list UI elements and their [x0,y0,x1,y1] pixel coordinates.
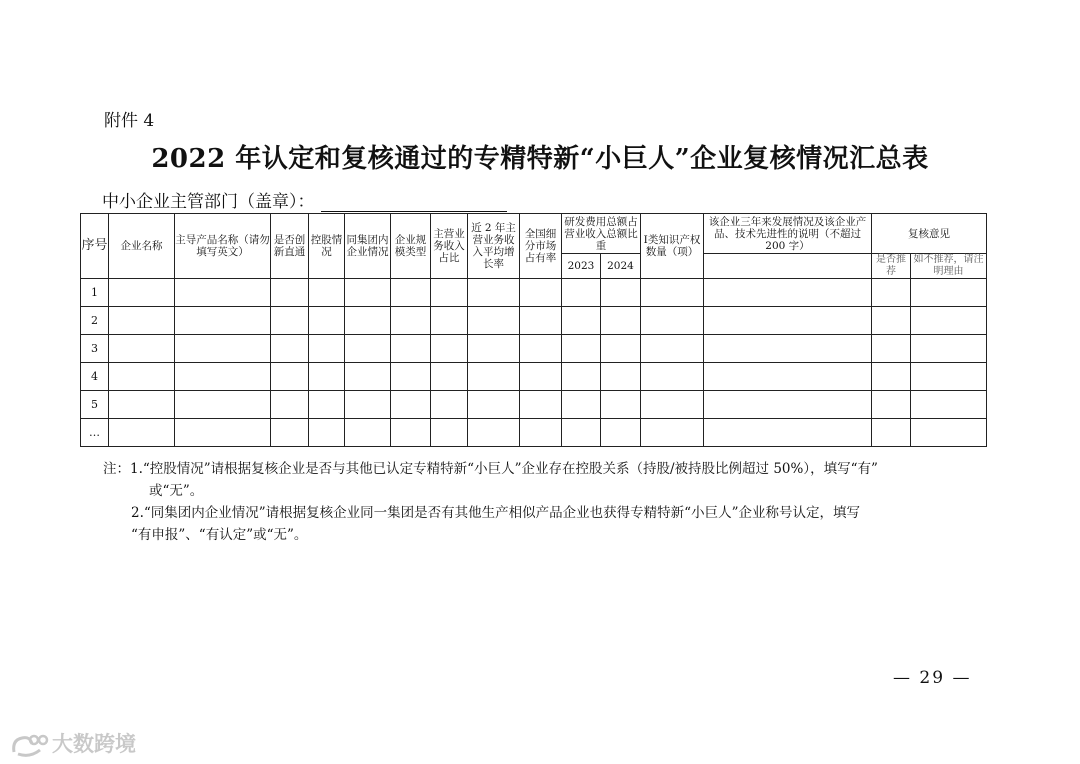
row-number: 5 [81,391,109,419]
table-cell [309,363,345,391]
table-cell [309,391,345,419]
table-cell [601,279,641,307]
table-cell [271,391,309,419]
table-cell [468,335,520,363]
table-row [81,279,987,307]
table-cell [109,307,175,335]
header-seq: 序号 [81,214,109,279]
table-cell [175,279,271,307]
header-ip: Ⅰ类知识产权数量（项） [641,214,704,279]
header-rd-2024: 2024 [601,254,641,279]
header-product: 主导产品名称（请勿填写英文） [175,214,271,279]
table-cell [391,363,431,391]
header-growth: 近 2 年主营业务收入平均增长率 [468,214,520,279]
table-cell [641,419,704,447]
table-cell [704,419,872,447]
table-cell [704,279,872,307]
row-number: 4 [81,363,109,391]
table-row [81,363,987,391]
table-cell [601,307,641,335]
row-number: … [81,419,109,447]
note-1-line-2: 或“无”。 [149,483,204,499]
table-cell [468,307,520,335]
table-cell [641,307,704,335]
table-cell [520,363,562,391]
table-cell [601,419,641,447]
note-1-line-1: 注：1.“控股情况”请根据复核企业是否与其他已认定专精特新“小巨人”企业存在控股关系（持股/被持股比例超过 50%），填写“有” [103,461,878,477]
table-cell [175,307,271,335]
table-cell [520,391,562,419]
table-cell [109,391,175,419]
watermark-logo-icon [10,732,50,758]
header-main-share: 主营业务收入占比 [431,214,468,279]
table-cell [391,419,431,447]
table-cell [109,419,175,447]
department-line [102,187,507,212]
table-cell [872,279,911,307]
department-blank [321,193,507,212]
table-cell [345,391,391,419]
watermark-text: 大数跨境 [52,732,136,756]
table-cell [562,335,601,363]
table-cell [309,419,345,447]
header-holding: 控股情况 [309,214,345,279]
table-cell [391,335,431,363]
table-cell [562,363,601,391]
header-group: 同集团内企业情况 [345,214,391,279]
notes-prefix: 注： [103,461,130,477]
table-cell [109,335,175,363]
table-cell [704,307,872,335]
table-cell [271,335,309,363]
table-cell [520,279,562,307]
table-cell [641,279,704,307]
table-cell [601,363,641,391]
table-row [81,335,987,363]
table-cell [911,307,987,335]
header-review-reason: 如不推荐，请注明理由 [911,254,987,279]
summary-table [80,213,987,447]
table-cell [562,279,601,307]
table-cell [601,391,641,419]
table-cell [431,391,468,419]
table-cell [431,279,468,307]
header-market: 全国细分市场占有率 [520,214,562,279]
table-cell [911,335,987,363]
table-cell [641,335,704,363]
table-cell [271,363,309,391]
table-cell [872,391,911,419]
row-number: 2 [81,307,109,335]
table-cell [704,335,872,363]
table-cell [520,419,562,447]
table-cell [271,419,309,447]
table-cell [911,279,987,307]
table-cell [468,279,520,307]
table-cell [872,363,911,391]
table-cell [431,419,468,447]
table-row [81,307,987,335]
table-cell [345,307,391,335]
table-cell [641,363,704,391]
table-cell [431,363,468,391]
watermark [10,728,136,758]
table-cell [431,307,468,335]
table-cell [562,307,601,335]
table-cell [468,391,520,419]
table-cell [271,279,309,307]
table-cell [872,307,911,335]
table-cell [601,335,641,363]
page-number: — 29 — [893,668,972,688]
table-cell [704,363,872,391]
table-cell [911,363,987,391]
table-cell [345,363,391,391]
table-cell [309,307,345,335]
header-description-sub [704,254,872,279]
table-cell [872,419,911,447]
table-cell [271,307,309,335]
header-description: 该企业三年来发展情况及该企业产品、技术先进性的说明（不超过 200 字） [704,214,872,254]
header-review: 复核意见 [872,214,987,254]
table-cell [309,335,345,363]
table-cell [175,391,271,419]
table-cell [468,363,520,391]
note-2-line-2: “有申报”、“有认定”或“无”。 [131,527,308,543]
document-title: 2022 年认定和复核通过的专精特新“小巨人”企业复核情况汇总表 [151,144,929,174]
table-cell [520,307,562,335]
department-label: 中小企业主管部门（盖章）： [102,192,315,212]
table-cell [309,279,345,307]
header-row-1 [81,214,987,254]
table-cell [641,391,704,419]
header-review-recommend: 是否推荐 [872,254,911,279]
table-cell [345,419,391,447]
table-cell [562,419,601,447]
table-cell [391,279,431,307]
header-rd-ratio: 研发费用总额占营业收入总额比重 [562,214,641,254]
header-innovation: 是否创新直通 [271,214,309,279]
table-cell [345,335,391,363]
table-cell [175,363,271,391]
table-cell [345,279,391,307]
table-cell [391,307,431,335]
table-cell [872,335,911,363]
header-rd-2023: 2023 [562,254,601,279]
table-cell [431,335,468,363]
table-cell [175,419,271,447]
table-cell [109,363,175,391]
notes-block [103,458,983,546]
header-scale: 企业规模类型 [391,214,431,279]
table-cell [468,419,520,447]
table-cell [562,391,601,419]
row-number: 3 [81,335,109,363]
table-cell [520,335,562,363]
table-cell [911,419,987,447]
table-cell [704,391,872,419]
table-row [81,391,987,419]
attachment-label: 附件 4 [104,111,155,131]
table-cell [175,335,271,363]
header-company: 企业名称 [109,214,175,279]
table-row [81,419,987,447]
note-2-line-1: 2.“同集团内企业情况”请根据复核企业同一集团是否有其他生产相似产品企业也获得专精特新“小巨人”企业称号认定，填写 [131,505,860,521]
table-cell [391,391,431,419]
table-cell [109,279,175,307]
row-number: 1 [81,279,109,307]
table-cell [911,391,987,419]
